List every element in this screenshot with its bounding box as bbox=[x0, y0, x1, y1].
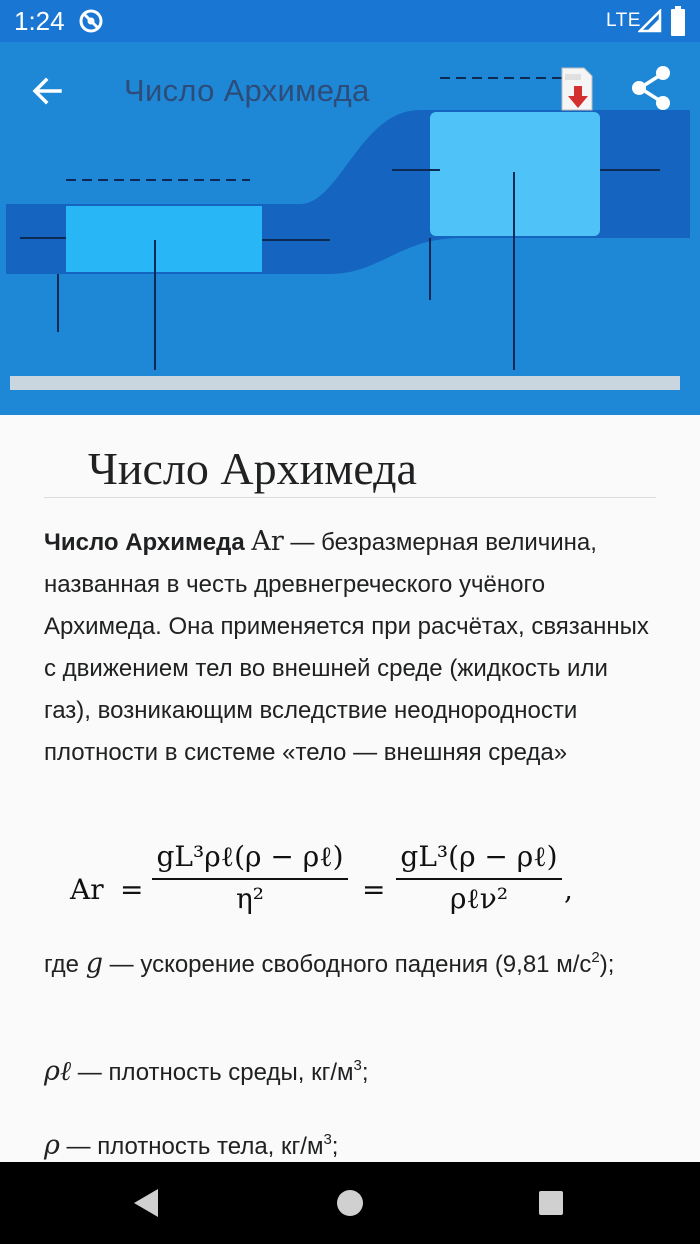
status-bar bbox=[0, 0, 700, 42]
where-sup: 2 bbox=[591, 949, 600, 966]
intro-symbol: Ar bbox=[251, 526, 284, 557]
fraction-2-numerator: gL³(ρ − ρℓ) bbox=[400, 840, 558, 873]
rho-ell-symbol: ρℓ bbox=[44, 1056, 72, 1087]
rho-sup: 3 bbox=[323, 1131, 332, 1148]
signal-icon bbox=[638, 9, 662, 33]
rho-paragraph bbox=[44, 1125, 656, 1162]
where-prefix: где bbox=[44, 951, 86, 978]
where-suffix: ); bbox=[599, 951, 615, 978]
nav-recents-icon[interactable] bbox=[538, 1190, 564, 1216]
fraction-2-denominator: ρℓν² bbox=[449, 882, 509, 915]
fraction-1-bar bbox=[152, 878, 348, 880]
share-icon[interactable] bbox=[628, 64, 676, 112]
formula-fraction-2 bbox=[396, 840, 562, 916]
back-arrow-icon[interactable] bbox=[24, 68, 70, 114]
pdf-download-icon[interactable] bbox=[558, 66, 598, 114]
rho-ell-suffix: ; bbox=[361, 1059, 369, 1086]
fraction-1-denominator: η² bbox=[236, 882, 264, 915]
navigation-bar bbox=[0, 1162, 700, 1244]
status-time: 1:24 bbox=[14, 6, 65, 36]
intro-term: Число Архимеда bbox=[44, 529, 245, 556]
where-text: — ускорение свободного падения (9,81 м/с bbox=[103, 951, 592, 978]
rho-suffix: ; bbox=[331, 1133, 339, 1160]
where-symbol: g bbox=[85, 948, 103, 979]
rho-ell-sup: 3 bbox=[353, 1057, 362, 1074]
header-banner bbox=[0, 42, 700, 415]
fraction-2-bar bbox=[396, 878, 562, 880]
app-title: Число Архимеда bbox=[124, 73, 370, 108]
rho-symbol: ρ bbox=[44, 1130, 60, 1161]
archimedes-formula bbox=[70, 840, 630, 946]
rho-ell-paragraph bbox=[44, 1051, 656, 1094]
title-divider bbox=[44, 497, 656, 498]
intro-text: — безразмерная величина, названная в честь древнегреческого учёного Архимеда. Она применяется при расчётах, связанных с движением тел во внешней среде (жидкость или газ), возникающим вследствие неоднородности плотности в системе «тело — внешняя среда» bbox=[44, 529, 649, 766]
rho-text: — плотность тела, кг/м bbox=[59, 1133, 324, 1160]
fraction-1-numerator: gL³ρℓ(ρ − ρℓ) bbox=[156, 840, 344, 873]
formula-fraction-1 bbox=[152, 840, 348, 915]
article-content bbox=[0, 415, 700, 1162]
formula-comma: , bbox=[564, 873, 573, 906]
nav-home-icon[interactable] bbox=[335, 1188, 365, 1218]
formula-equals-2: = bbox=[362, 873, 386, 906]
nav-back-icon[interactable] bbox=[130, 1187, 162, 1219]
rho-ell-text: — плотность среды, кг/м bbox=[71, 1059, 354, 1086]
formula-lhs: Ar bbox=[70, 873, 104, 906]
network-type: LTE bbox=[606, 10, 641, 31]
intro-paragraph bbox=[44, 521, 656, 774]
battery-icon bbox=[670, 6, 686, 36]
article-title: Число Архимеда bbox=[88, 443, 417, 494]
where-paragraph bbox=[44, 943, 656, 986]
do-not-disturb-icon bbox=[78, 8, 104, 34]
formula-equals: = bbox=[120, 873, 144, 906]
